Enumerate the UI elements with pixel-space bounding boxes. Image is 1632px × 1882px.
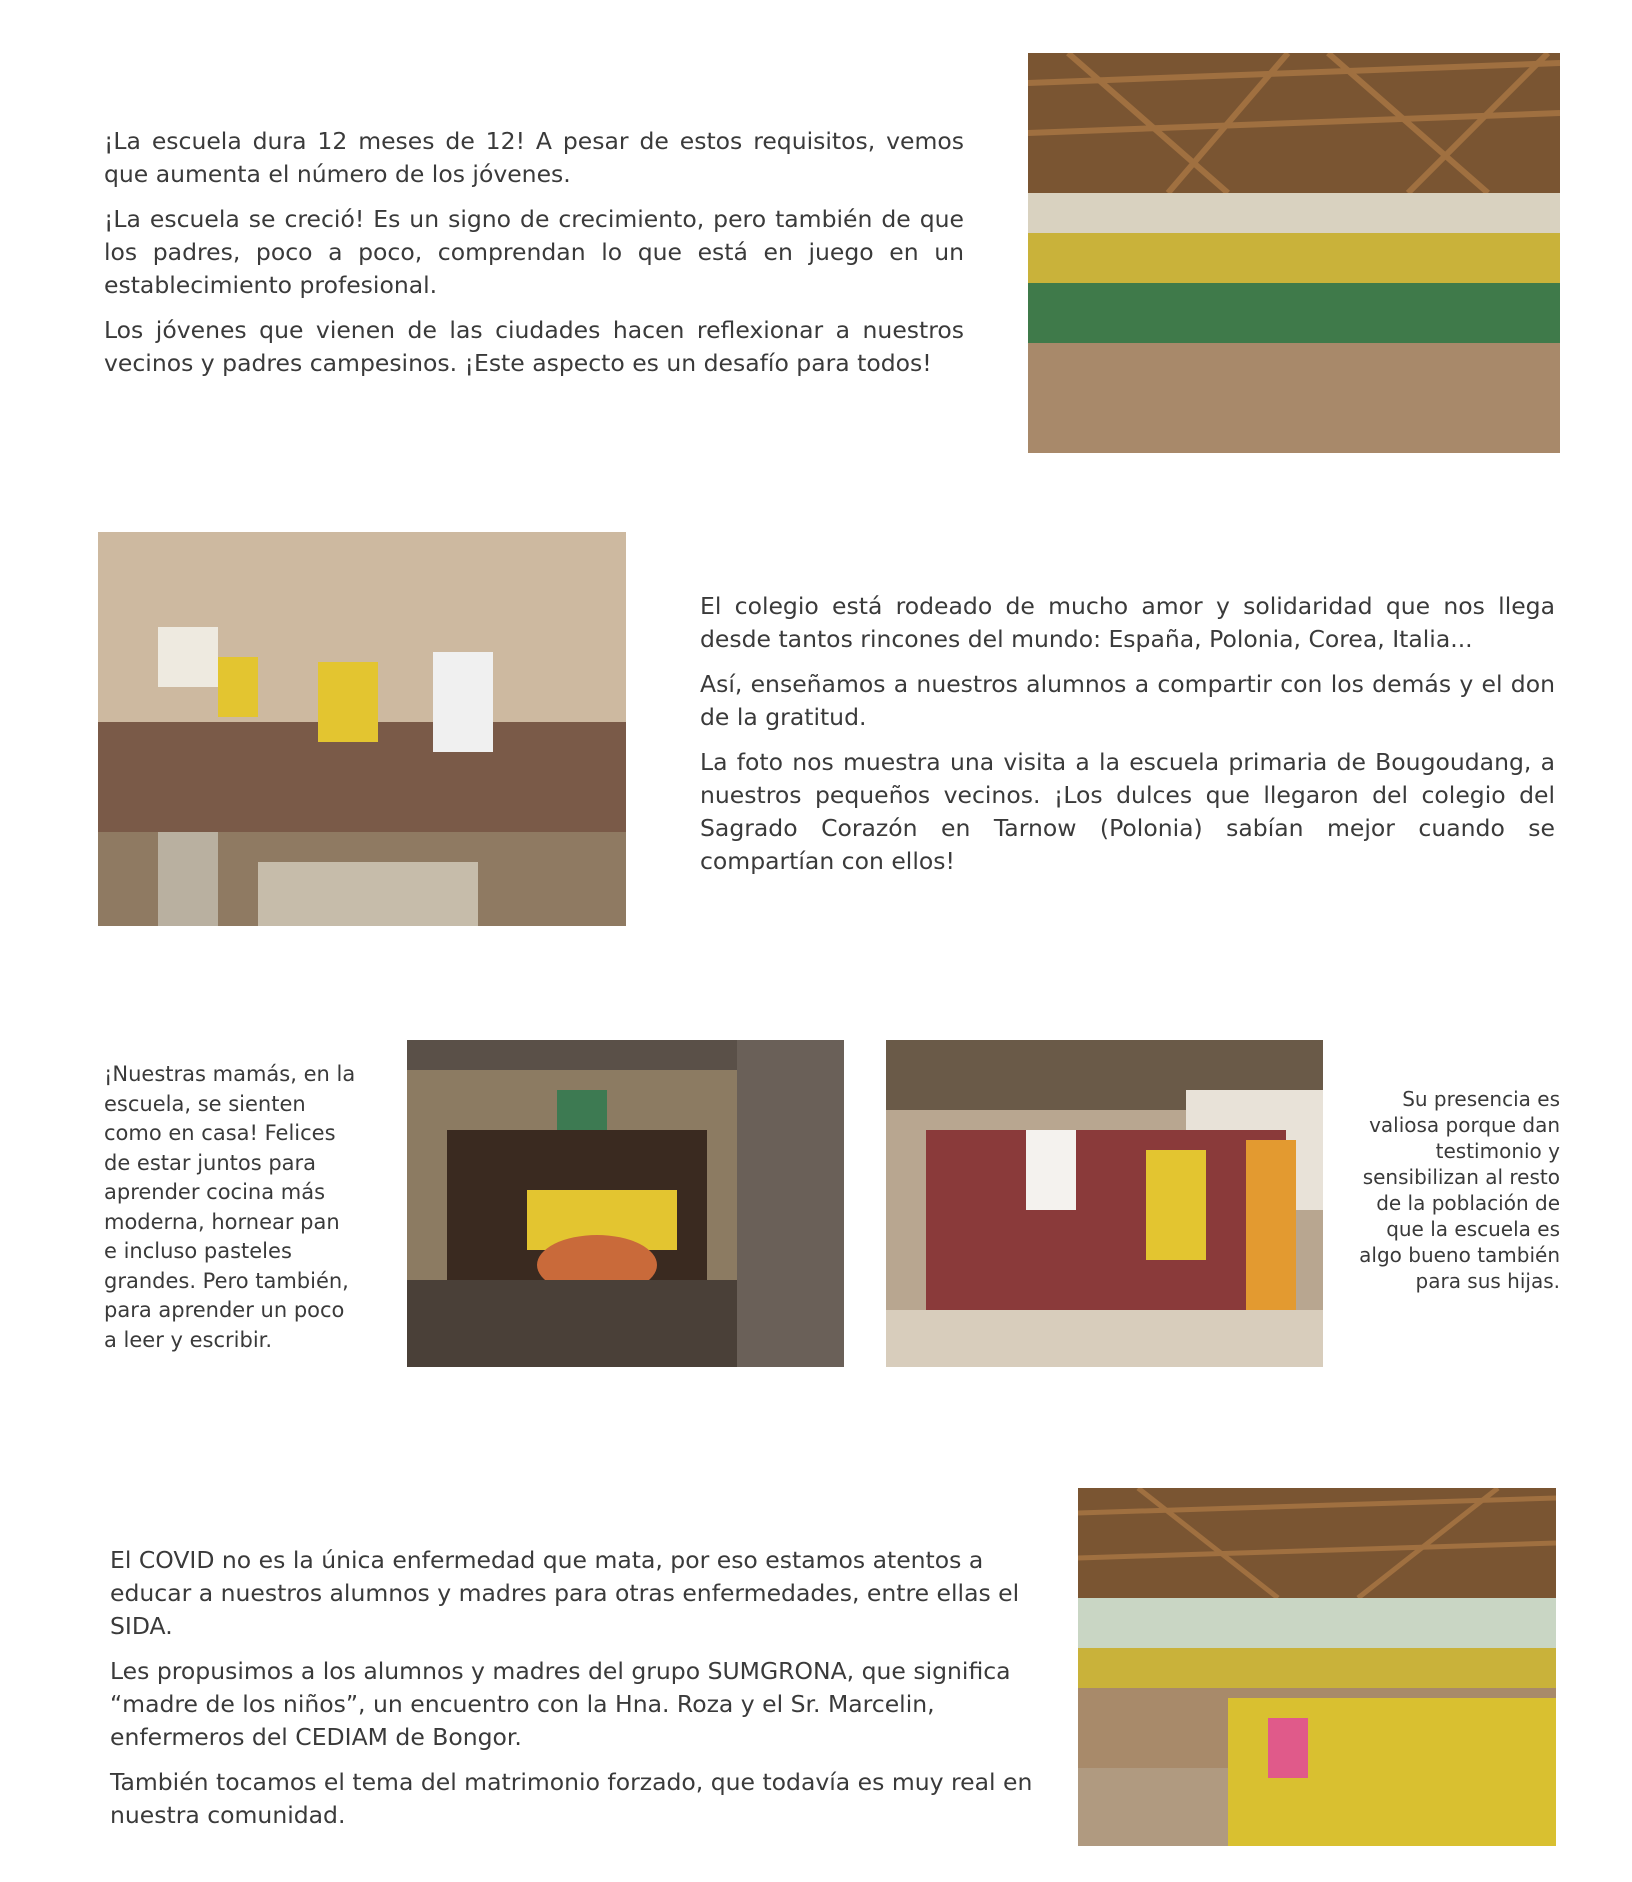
section1-text (104, 125, 964, 392)
paragraph: ¡La escuela dura 12 meses de 12! A pesar de estos requisitos, vemos que aumenta el número de los jóvenes. (104, 127, 964, 188)
paragraph: Así, enseñamos a nuestros alumnos a compartir con los demás y el don de la gratitud. (700, 670, 1555, 731)
paragraph: El colegio está rodeado de mucho amor y solidaridad que nos llega desde tantos rincones del mundo: España, Polonia, Corea, Italia... (700, 592, 1555, 653)
section3-left-text (104, 1060, 359, 1367)
paragraph: También tocamos el tema del matrimonio forzado, que todavía es muy real en nuestra comunidad. (110, 1768, 1033, 1829)
photo-mothers-baking (407, 1040, 844, 1367)
section2-text (700, 590, 1555, 890)
photo-classroom-visit (98, 532, 626, 926)
photo-assembly-hall (1028, 53, 1560, 453)
section4-text (110, 1544, 1060, 1844)
paragraph: Su presencia es valiosa porque dan testimonio y sensibilizan al resto de la población de que la escuela es algo bueno también para sus hijas. (1359, 1087, 1560, 1293)
section3-right-text (1352, 1086, 1560, 1306)
paragraph: ¡Nuestras mamás, en la escuela, se sienten como en casa! Felices de estar juntos para aprender cocina más moderna, hornear pan e incluso pasteles grandes. Pero también, para aprender un poco a leer y escribir. (104, 1062, 356, 1352)
paragraph: Les propusimos a los alumnos y madres del grupo SUMGRONA, que significa “madre de los niños”, un encuentro con la Hna. Roza y el Sr. Marcelin, enfermeros del CEDIAM de Bongor. (110, 1657, 1011, 1751)
paragraph: Los jóvenes que vienen de las ciudades hacen reflexionar a nuestros vecinos y padres campesinos. ¡Este aspecto es un desafío para todos! (104, 316, 964, 377)
photo-health-meeting (1078, 1488, 1556, 1846)
paragraph: La foto nos muestra una visita a la escuela primaria de Bougoudang, a nuestros pequeños vecinos. ¡Los dulces que llegaron del colegio del Sagrado Corazón en Tarnow (Polonia) sabían mejor cuando se compartían con ellos! (700, 748, 1555, 875)
paragraph: ¡La escuela se creció! Es un signo de crecimiento, pero también de que los padres, poco a poco, comprendan lo que está en juego en un establecimiento profesional. (104, 205, 964, 299)
photo-mothers-group (886, 1040, 1323, 1367)
paragraph: El COVID no es la única enfermedad que mata, por eso estamos atentos a educar a nuestros alumnos y madres para otras enfermedades, entre ellas el SIDA. (110, 1546, 1020, 1640)
